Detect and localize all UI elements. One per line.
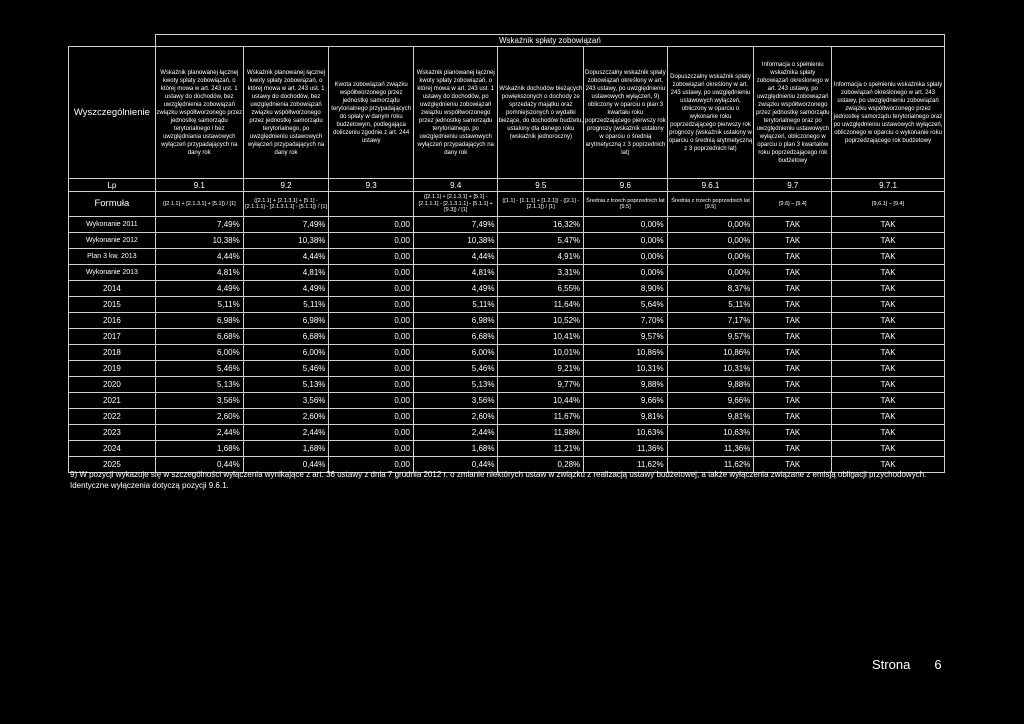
table-cell: 0,00	[329, 313, 414, 329]
row-label: 2017	[69, 329, 156, 345]
table-cell: 8,37%	[667, 281, 754, 297]
header-col-2: Wskaźnik planowanej łącznej kwoty spłaty zobowiązań, o której mowa w art. 243 ust. 1 ustawy do dochodów, bez uwzględnienia zobowiązań związku współtworzonego przez jednostkę samorządu terytorialnego, po uwzględnieniu ustawowych wyłączeń przypadających na dany rok	[243, 47, 329, 179]
table-cell: TAK	[832, 249, 945, 265]
table-cell: 4,81%	[413, 265, 498, 281]
table-cell: 10,38%	[155, 233, 243, 249]
table-cell: 11,62%	[584, 457, 667, 473]
table-cell: 6,98%	[413, 313, 498, 329]
table-cell: TAK	[754, 233, 832, 249]
page-number	[872, 657, 942, 672]
row-label: 2022	[69, 409, 156, 425]
table-cell: TAK	[754, 393, 832, 409]
table-cell: 4,49%	[155, 281, 243, 297]
table-cell: 10,01%	[498, 345, 584, 361]
row-label: 2016	[69, 313, 156, 329]
table-row	[69, 425, 945, 441]
table-cell: 10,63%	[584, 425, 667, 441]
lp-cell: 9.6	[584, 179, 667, 192]
table-cell: 3,56%	[243, 393, 329, 409]
table-cell: 4,81%	[155, 265, 243, 281]
formula-cell: ([2.1.1] + [2.1.3.1] + [5.1] - [2.1.1.1] - [2.1.3.1.1] - [5.1.1] + [9.3]) / [1]	[413, 192, 498, 217]
header-col-3: Kwota zobowiązań związku współtworzonego przez jednostkę samorządu terytorialnego przypadających do spłaty w danym roku budżetowym, podlegająca doliczeniu zgodnie z art. 244 ustawy	[329, 47, 414, 179]
lp-cell: 9.7.1	[832, 179, 945, 192]
table-cell: 11,64%	[498, 297, 584, 313]
table-cell: 11,36%	[584, 441, 667, 457]
formula-cell: ([2.1.1] + [2.1.3.1] + [5.1] - [2.1.1.1] - [2.1.3.1.1] - [5.1.1]) / [1]	[243, 192, 329, 217]
table-cell: 0,00	[329, 425, 414, 441]
table-cell: TAK	[832, 217, 945, 233]
table-cell: 6,68%	[413, 329, 498, 345]
table-cell: 0,00	[329, 377, 414, 393]
formula-cell: Średnia z trzech poprzednich lat [9.5]	[584, 192, 667, 217]
row-label: 2024	[69, 441, 156, 457]
table-cell: TAK	[754, 281, 832, 297]
table-cell: TAK	[832, 457, 945, 473]
table-cell: TAK	[832, 361, 945, 377]
table-cell: 0,00%	[584, 265, 667, 281]
table-cell: 7,70%	[584, 313, 667, 329]
page-label: Strona	[872, 657, 911, 672]
table-cell: 5,11%	[243, 297, 329, 313]
table-cell: 5,47%	[498, 233, 584, 249]
row-label: 2014	[69, 281, 156, 297]
table-cell: 10,63%	[667, 425, 754, 441]
table-cell: 0,00	[329, 345, 414, 361]
lp-cell: 9.5	[498, 179, 584, 192]
table-cell: 6,55%	[498, 281, 584, 297]
table-cell: 0,00%	[667, 265, 754, 281]
table-row	[69, 441, 945, 457]
table-cell: TAK	[832, 425, 945, 441]
table-cell: 0,00%	[667, 249, 754, 265]
table-cell: 4,91%	[498, 249, 584, 265]
table-cell: 5,13%	[243, 377, 329, 393]
table-cell: TAK	[832, 393, 945, 409]
table-cell: 7,49%	[243, 217, 329, 233]
row-label: 2019	[69, 361, 156, 377]
lp-cell: 9.3	[329, 179, 414, 192]
table-cell: 5,11%	[155, 297, 243, 313]
table-cell: 0,00	[329, 297, 414, 313]
table-cell: 6,68%	[243, 329, 329, 345]
table-cell: 10,38%	[413, 233, 498, 249]
row-label: Wykonanie 2012	[69, 233, 156, 249]
table-cell: TAK	[754, 441, 832, 457]
table-cell: 4,49%	[243, 281, 329, 297]
table-cell: 0,00	[329, 393, 414, 409]
table-cell: 5,46%	[413, 361, 498, 377]
table-cell: 7,49%	[413, 217, 498, 233]
header-col-6: Dopuszczalny wskaźnik spłaty zobowiązań określony w art. 243 ustawy, po uwzględnieniu ustawowych wyłączeń, 9) obliczony w oparciu o plan 3 kwartału roku poprzedzającego pierwszy rok prognozy (wskaźnik ustalony w oparciu o średnią arytmetyczną z 3 poprzednich lat)	[584, 47, 667, 179]
table-cell: 0,28%	[498, 457, 584, 473]
table-cell: 0,00	[329, 409, 414, 425]
table-cell: 5,11%	[413, 297, 498, 313]
table-cell: 7,17%	[667, 313, 754, 329]
table-cell: 9,66%	[584, 393, 667, 409]
table-cell: 5,13%	[155, 377, 243, 393]
debt-ratio-table-wrapper	[68, 34, 945, 473]
table-cell: 6,68%	[155, 329, 243, 345]
lp-row	[69, 179, 945, 192]
formula-row	[69, 192, 945, 217]
table-cell: 10,31%	[584, 361, 667, 377]
formula-cell: [9.6.1] – [9.4]	[832, 192, 945, 217]
formula-cell: [9.6] – [9.4]	[754, 192, 832, 217]
lp-label: Lp	[69, 179, 156, 192]
table-cell: 0,00	[329, 233, 414, 249]
formula-cell: ([2.1.1] + [2.1.3.1] + [5.1]) / [1]	[155, 192, 243, 217]
table-cell: 9,81%	[667, 409, 754, 425]
title-row	[69, 35, 945, 47]
table-cell: 10,38%	[243, 233, 329, 249]
table-row	[69, 377, 945, 393]
table-cell: 1,68%	[243, 441, 329, 457]
table-row	[69, 233, 945, 249]
table-cell: 8,90%	[584, 281, 667, 297]
table-cell: 5,13%	[413, 377, 498, 393]
table-row	[69, 297, 945, 313]
table-cell: 0,00	[329, 281, 414, 297]
table-cell: TAK	[754, 409, 832, 425]
table-cell: TAK	[754, 345, 832, 361]
row-label: 2025	[69, 457, 156, 473]
table-cell: 0,44%	[243, 457, 329, 473]
table-cell: 2,60%	[413, 409, 498, 425]
table-cell: 9,57%	[584, 329, 667, 345]
table-cell: 2,60%	[155, 409, 243, 425]
header-label: Wyszczególnienie	[69, 47, 156, 179]
header-col-7: Dopuszczalny wskaźnik spłaty zobowiązań określony w art. 243 ustawy, po uwzględnieniu ustawowych wyłączeń, obliczony w oparciu o wykonanie roku poprzedzającego pierwszy rok prognozy (wskaźnik ustalony w oparciu o średnią arytmetyczną z 3 poprzednich lat)	[667, 47, 754, 179]
table-cell: 9,88%	[584, 377, 667, 393]
table-cell: 4,44%	[413, 249, 498, 265]
title-spacer	[69, 35, 156, 47]
table-cell: TAK	[754, 329, 832, 345]
table-cell: 6,00%	[413, 345, 498, 361]
table-row	[69, 393, 945, 409]
table-cell: 10,41%	[498, 329, 584, 345]
lp-cell: 9.6.1	[667, 179, 754, 192]
table-cell: 0,00	[329, 441, 414, 457]
row-label: 2015	[69, 297, 156, 313]
table-cell: TAK	[832, 265, 945, 281]
table-row	[69, 217, 945, 233]
table-cell: 0,00%	[584, 217, 667, 233]
header-col-1: Wskaźnik planowanej łącznej kwoty spłaty zobowiązań, o której mowa w art. 243 ust. 1 ustawy do dochodów, bez uwzględnienia zobowiązań związku współtworzonego przez jednostkę samorządu terytorialnego i bez uwzględniania ustawowych wyłączeń przypadających na dany rok	[155, 47, 243, 179]
footnote	[70, 469, 1000, 491]
table-cell: 11,67%	[498, 409, 584, 425]
table-cell: 6,98%	[155, 313, 243, 329]
table-cell: TAK	[832, 297, 945, 313]
formula-label: Formuła	[69, 192, 156, 217]
table-cell: TAK	[754, 361, 832, 377]
table-cell: TAK	[832, 345, 945, 361]
header-col-8: Informacja o spełnieniu wskaźnika spłaty zobowiązań określonego w art. 243 ustawy, po uwzględnieniu zobowiązań związku współtworzonego przez jednostkę samorządu terytorialnego oraz po uwzględnieniu ustawowych wyłączeń, obliczonego w oparciu o plan 3 kwartałów roku poprzedzającego rok budżetowy	[754, 47, 832, 179]
table-cell: TAK	[754, 425, 832, 441]
table-cell: TAK	[754, 313, 832, 329]
table-row	[69, 345, 945, 361]
table-cell: 2,44%	[243, 425, 329, 441]
row-label: Wykonanie 2011	[69, 217, 156, 233]
row-label: 2020	[69, 377, 156, 393]
table-cell: 9,57%	[667, 329, 754, 345]
debt-ratio-table	[68, 34, 945, 473]
table-cell: 2,44%	[413, 425, 498, 441]
table-cell: 4,44%	[155, 249, 243, 265]
table-row	[69, 313, 945, 329]
table-cell: 1,68%	[413, 441, 498, 457]
header-row	[69, 47, 945, 179]
table-cell: 9,77%	[498, 377, 584, 393]
table-row	[69, 409, 945, 425]
lp-cell: 9.4	[413, 179, 498, 192]
table-cell: 4,49%	[413, 281, 498, 297]
table-cell: TAK	[832, 233, 945, 249]
table-cell: TAK	[754, 217, 832, 233]
table-cell: TAK	[832, 313, 945, 329]
table-cell: 0,00	[329, 329, 414, 345]
table-cell: 11,98%	[498, 425, 584, 441]
lp-cell: 9.7	[754, 179, 832, 192]
header-col-9: Informacja o spełnieniu wskaźnika spłaty zobowiązań określonego w art. 243 ustawy, po uwzględnieniu zobowiązań związku współtworzonego przez jednostkę samorządu terytorialnego oraz po uwzględnieniu ustawowych wyłączeń, obliczonego w oparciu o wykonanie roku poprzedzającego rok budżetowy	[832, 47, 945, 179]
table-cell: 2,60%	[243, 409, 329, 425]
table-row	[69, 361, 945, 377]
lp-cell: 9.2	[243, 179, 329, 192]
table-cell: 0,00%	[667, 217, 754, 233]
table-row	[69, 281, 945, 297]
row-label: 2018	[69, 345, 156, 361]
table-cell: TAK	[832, 329, 945, 345]
table-cell: TAK	[754, 265, 832, 281]
table-cell: 5,46%	[155, 361, 243, 377]
table-cell: 0,00%	[667, 233, 754, 249]
table-cell: 4,81%	[243, 265, 329, 281]
table-cell: 0,00	[329, 457, 414, 473]
table-cell: 0,44%	[413, 457, 498, 473]
table-cell: 0,00	[329, 249, 414, 265]
row-label: Wykonanie 2013	[69, 265, 156, 281]
table-cell: 0,00	[329, 265, 414, 281]
table-cell: TAK	[832, 377, 945, 393]
table-cell: 6,00%	[155, 345, 243, 361]
table-cell: 11,62%	[667, 457, 754, 473]
table-cell: 9,66%	[667, 393, 754, 409]
formula-cell: ([1.1] - [1.1.1] + [1.2.1]) - ([2.1] - [2.1.1]) / [1]	[498, 192, 584, 217]
table-cell: 0,00	[329, 217, 414, 233]
table-cell: 0,00	[329, 361, 414, 377]
table-cell: 1,68%	[155, 441, 243, 457]
table-cell: TAK	[754, 249, 832, 265]
table-row	[69, 329, 945, 345]
table-cell: 10,86%	[584, 345, 667, 361]
table-cell: 10,44%	[498, 393, 584, 409]
table-cell: 10,31%	[667, 361, 754, 377]
row-label: Plan 3 kw. 2013	[69, 249, 156, 265]
table-title: Wskaźnik spłaty zobowiązań	[155, 35, 944, 47]
table-cell: 3,56%	[413, 393, 498, 409]
table-cell: TAK	[832, 409, 945, 425]
footnote-line-1: 9) W pozycji wykazuje się w szczególności wyłączenia wynikające z art. 36 ustawy z dnia 7 grudnia 2012 r. o zmianie niektórych ustaw w związku z realizacją ustawy budżetowej, a także wyłączenia związane z emisją obligacji przychodowych.	[70, 470, 927, 479]
table-cell: 4,44%	[243, 249, 329, 265]
page-number-value: 6	[934, 657, 942, 672]
table-cell: 6,00%	[243, 345, 329, 361]
row-label: 2021	[69, 393, 156, 409]
table-cell: 5,64%	[584, 297, 667, 313]
table-cell: 10,86%	[667, 345, 754, 361]
row-label: 2023	[69, 425, 156, 441]
header-col-4: Wskaźnik planowanej łącznej kwoty spłaty zobowiązań, o której mowa w art. 243 ust. 1 ustawy do dochodów, po uwzględnieniu zobowiązań związku współtworzonego przez jednostkę samorządu terytorialnego, po uwzględnieniu ustawowych wyłączeń przypadających na dany rok	[413, 47, 498, 179]
table-row	[69, 265, 945, 281]
table-cell: 9,81%	[584, 409, 667, 425]
header-col-5: Wskaźnik dochodów bieżących powiększonych o dochody ze sprzedaży majątku oraz pomniejszonych o wydatki bieżące, do dochodów budżetu, ustalony dla danego roku (wskaźnik jednoroczny)	[498, 47, 584, 179]
table-cell: TAK	[832, 441, 945, 457]
table-cell: 2,44%	[155, 425, 243, 441]
table-cell: TAK	[832, 281, 945, 297]
table-cell: 10,52%	[498, 313, 584, 329]
table-cell: 9,21%	[498, 361, 584, 377]
table-cell: 3,56%	[155, 393, 243, 409]
table-cell: 16,32%	[498, 217, 584, 233]
table-cell: 0,00%	[584, 233, 667, 249]
table-cell: 3,31%	[498, 265, 584, 281]
table-cell: TAK	[754, 457, 832, 473]
table-cell: 0,44%	[155, 457, 243, 473]
formula-cell	[329, 192, 414, 217]
table-cell: 0,00%	[584, 249, 667, 265]
table-cell: 11,36%	[667, 441, 754, 457]
table-cell: 6,98%	[243, 313, 329, 329]
table-cell: 11,21%	[498, 441, 584, 457]
table-cell: TAK	[754, 377, 832, 393]
table-cell: 7,49%	[155, 217, 243, 233]
table-cell: 5,11%	[667, 297, 754, 313]
table-cell: TAK	[754, 297, 832, 313]
lp-cell: 9.1	[155, 179, 243, 192]
table-row	[69, 249, 945, 265]
footnote-line-2: Identyczne wyłączenia dotyczą pozycji 9.6.1.	[70, 481, 229, 490]
table-cell: 9,88%	[667, 377, 754, 393]
table-cell: 5,46%	[243, 361, 329, 377]
formula-cell: Średnia z trzech poprzednich lat [9.5]	[667, 192, 754, 217]
